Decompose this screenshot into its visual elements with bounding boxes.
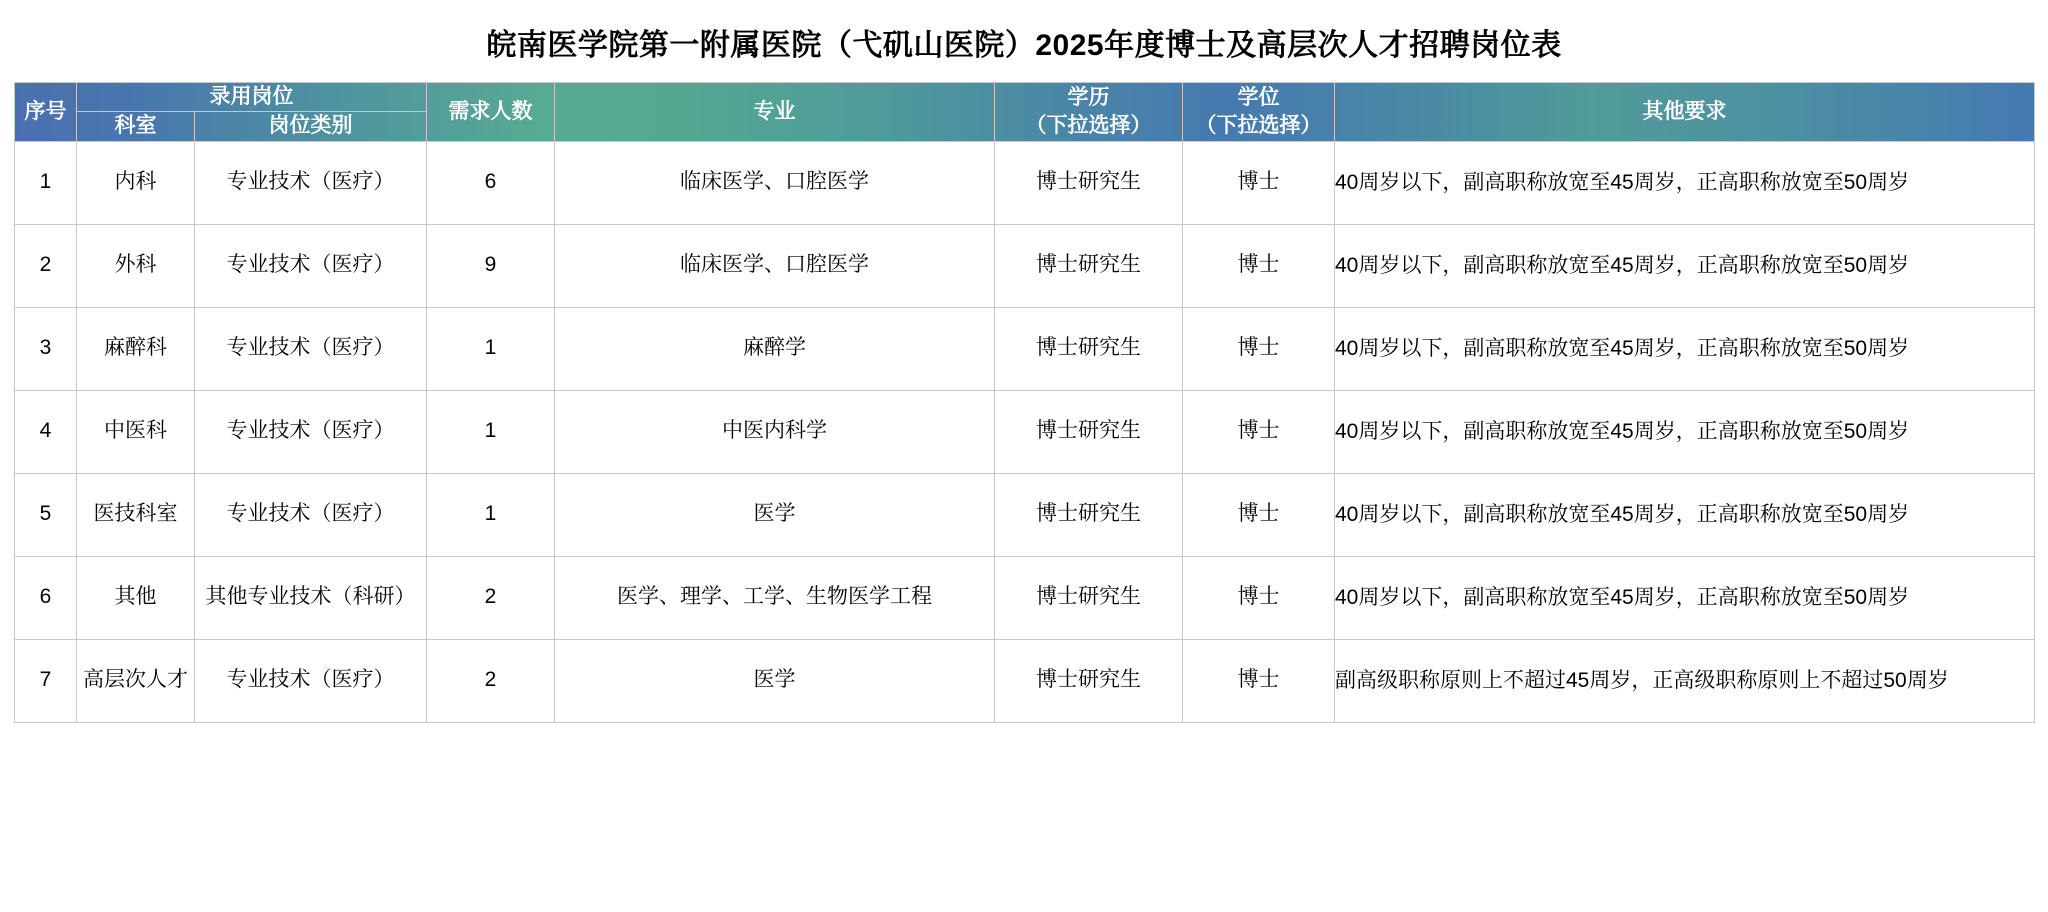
cell-seq: 1 [15,141,77,224]
cell-major: 临床医学、口腔医学 [555,141,995,224]
cell-education: 博士研究生 [995,141,1183,224]
cell-seq: 3 [15,307,77,390]
cell-degree: 博士 [1183,473,1335,556]
header-other-requirements: 其他要求 [1335,83,2035,142]
cell-other-requirements: 40周岁以下，副高职称放宽至45周岁，正高职称放宽至50周岁 [1335,556,2035,639]
cell-number: 1 [427,473,555,556]
cell-position-kind: 专业技术（医疗） [195,390,427,473]
cell-position-kind: 专业技术（医疗） [195,224,427,307]
cell-seq: 6 [15,556,77,639]
cell-other-requirements: 40周岁以下，副高职称放宽至45周岁，正高职称放宽至50周岁 [1335,307,2035,390]
header-position-group: 录用岗位 [77,83,427,112]
cell-seq: 5 [15,473,77,556]
header-major: 专业 [555,83,995,142]
cell-degree: 博士 [1183,390,1335,473]
cell-degree: 博士 [1183,224,1335,307]
table-container [0,82,2048,723]
table-header-row-1 [15,83,2035,112]
cell-degree: 博士 [1183,307,1335,390]
cell-department: 医技科室 [77,473,195,556]
table-row [15,473,2035,556]
cell-department: 外科 [77,224,195,307]
cell-major: 中医内科学 [555,390,995,473]
cell-number: 1 [427,307,555,390]
cell-position-kind: 专业技术（医疗） [195,141,427,224]
cell-seq: 7 [15,639,77,722]
cell-position-kind: 其他专业技术（科研） [195,556,427,639]
cell-department: 中医科 [77,390,195,473]
table-body [15,141,2035,722]
cell-education: 博士研究生 [995,473,1183,556]
cell-other-requirements: 40周岁以下，副高职称放宽至45周岁，正高职称放宽至50周岁 [1335,224,2035,307]
cell-department: 高层次人才 [77,639,195,722]
cell-position-kind: 专业技术（医疗） [195,307,427,390]
cell-major: 医学、理学、工学、生物医学工程 [555,556,995,639]
cell-degree: 博士 [1183,556,1335,639]
header-degree-line2: （下拉选择） [1195,113,1322,137]
recruitment-positions-table [14,82,2035,723]
header-seq: 序号 [15,83,77,142]
cell-major: 医学 [555,639,995,722]
cell-position-kind: 专业技术（医疗） [195,473,427,556]
cell-number: 6 [427,141,555,224]
cell-position-kind: 专业技术（医疗） [195,639,427,722]
cell-education: 博士研究生 [995,556,1183,639]
header-education-line2: （下拉选择） [1025,113,1152,137]
cell-other-requirements: 副高级职称原则上不超过45周岁，正高级职称原则上不超过50周岁 [1335,639,2035,722]
cell-degree: 博士 [1183,141,1335,224]
header-department: 科室 [77,112,195,141]
cell-department: 内科 [77,141,195,224]
page-title: 皖南医学院第一附属医院（弋矶山医院）2025年度博士及高层次人才招聘岗位表 [486,29,1562,62]
cell-seq: 4 [15,390,77,473]
cell-number: 2 [427,556,555,639]
cell-degree: 博士 [1183,639,1335,722]
cell-other-requirements: 40周岁以下，副高职称放宽至45周岁，正高职称放宽至50周岁 [1335,473,2035,556]
header-degree-line1: 学位 [1237,85,1280,109]
cell-department: 麻醉科 [77,307,195,390]
cell-education: 博士研究生 [995,224,1183,307]
cell-other-requirements: 40周岁以下，副高职称放宽至45周岁，正高职称放宽至50周岁 [1335,390,2035,473]
cell-number: 9 [427,224,555,307]
table-header [15,83,2035,142]
table-row [15,556,2035,639]
cell-education: 博士研究生 [995,307,1183,390]
header-number: 需求人数 [427,83,555,142]
header-education-line1: 学历 [1067,85,1110,109]
header-education [995,83,1183,142]
cell-seq: 2 [15,224,77,307]
cell-number: 2 [427,639,555,722]
cell-major: 医学 [555,473,995,556]
cell-major: 临床医学、口腔医学 [555,224,995,307]
table-row [15,141,2035,224]
cell-number: 1 [427,390,555,473]
cell-department: 其他 [77,556,195,639]
cell-major: 麻醉学 [555,307,995,390]
header-degree [1183,83,1335,142]
table-row [15,307,2035,390]
header-position-kind: 岗位类别 [195,112,427,141]
table-row [15,390,2035,473]
cell-education: 博士研究生 [995,390,1183,473]
table-row [15,639,2035,722]
cell-education: 博士研究生 [995,639,1183,722]
cell-other-requirements: 40周岁以下，副高职称放宽至45周岁，正高职称放宽至50周岁 [1335,141,2035,224]
table-row [15,224,2035,307]
